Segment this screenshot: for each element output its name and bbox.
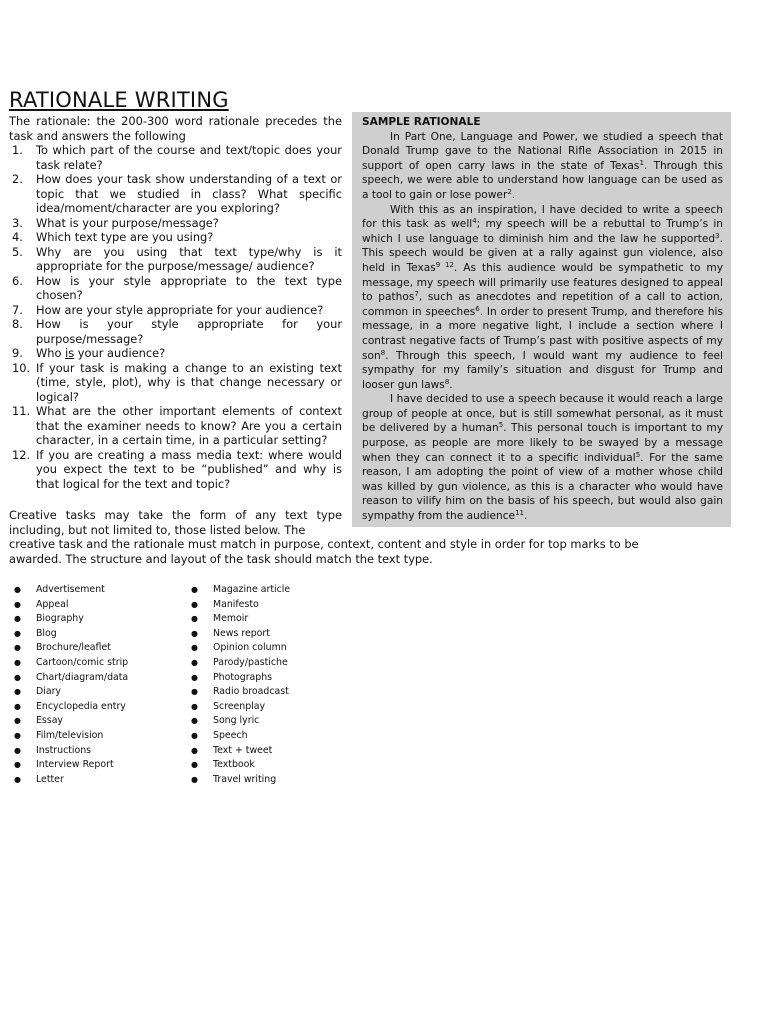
- text-type-item: ● Radio broadcast: [190, 685, 290, 700]
- question-number: 8.: [12, 317, 23, 331]
- question-text: What is your purpose/message?: [36, 215, 219, 230]
- question-item: [9, 303, 342, 318]
- text-type-item: ● Instructions: [13, 744, 128, 759]
- text-type-item: ● Diary: [13, 685, 128, 700]
- question-item: [9, 143, 342, 172]
- question-text: Which text type are you using?: [36, 230, 214, 244]
- text-type-item: ● Text + tweet: [190, 744, 290, 759]
- text-type-item: ● Film/television: [13, 729, 128, 744]
- text-type-item: ● Appeal: [13, 598, 128, 613]
- question-text: Why are you using that text type/why is it appropriate for the purpose/message/ audience?: [36, 244, 342, 273]
- text-type-item: ● Parody/pastiche: [190, 656, 290, 671]
- text-type-item: ● Cartoon/comic strip: [13, 656, 128, 671]
- text-types-column-2: [190, 583, 290, 787]
- text-type-item: ● Screenplay: [190, 700, 290, 715]
- text-type-item: ● Chart/diagram/data: [13, 671, 128, 686]
- question-number: 9.: [12, 346, 23, 360]
- text-type-item: ● Memoir: [190, 612, 290, 627]
- text-type-item: ● Song lyric: [190, 714, 290, 729]
- text-type-item: ● Advertisement: [13, 583, 128, 598]
- text-type-item: ● Speech: [190, 729, 290, 744]
- question-item: [9, 404, 342, 448]
- text-type-item: ● Opinion column: [190, 641, 290, 656]
- text-types-column-1: [13, 583, 128, 787]
- text-type-item: ● Essay: [13, 714, 128, 729]
- page-title: RATIONALE WRITING: [9, 88, 229, 112]
- question-text: What are the other important elements of context that the examiner needs to know? Are you a certain character, in a certain time, in a particular setting?: [36, 404, 342, 447]
- question-text: How is your style appropriate to the text type chosen?: [36, 273, 342, 302]
- question-number: 11.: [12, 404, 31, 418]
- text-type-item: ● Photographs: [190, 671, 290, 686]
- question-item: [9, 245, 342, 274]
- rationale-intro-text: : the 200-300 word rationale precedes the task and answers the following: [9, 114, 342, 143]
- question-item: [9, 230, 342, 245]
- question-number: 5.: [12, 244, 23, 259]
- creative-tasks-text-2: creative task and the rationale must match in purpose, context, content and style in order for top marks to be awarded. The structure and layout of the task should match the text type.: [9, 537, 639, 566]
- text-type-item: ● Blog: [13, 627, 128, 642]
- question-item: [9, 317, 342, 346]
- question-list: [9, 143, 342, 491]
- text-type-item: ● Textbook: [190, 758, 290, 773]
- text-type-item: ● Magazine article: [190, 583, 290, 598]
- sample-rationale-title: SAMPLE RATIONALE: [362, 116, 481, 128]
- question-text: To which part of the course and text/topic does your task relate?: [36, 143, 342, 172]
- instructions-column: [9, 114, 342, 491]
- sample-paragraph-3: I have decided to use a speech because it would reach a large group of people at once, but is still somewhat personal, as it must be delivered by a human$^5$. This personal touch is important to my purpose, as people are more likely to be swayed by a message when they can connect it to a specific individual$^5$. For the same reason, I am adopting the point of view of a mother whose child was killed by gun violence, as this is a character who would have reason to vilify him on the basis of his speech, but would also gain sympathy from the audience$^{11}$.: [362, 393, 724, 523]
- rationale-label: The rationale: [9, 114, 87, 128]
- question-text: If you are creating a mass media text: where would you expect the text to be “published” and why is that logical for the text and topic?: [36, 447, 342, 491]
- question-number: 6.: [12, 273, 23, 288]
- question-text: How are your style appropriate for your audience?: [36, 302, 324, 317]
- text-type-item: ● Travel writing: [190, 773, 290, 788]
- text-type-item: ● Brochure/leaflet: [13, 641, 128, 656]
- text-type-item: ● Encyclopedia entry: [13, 700, 128, 715]
- question-text: How does your task show understanding of a text or topic that we studied in class? What specific idea/moment/character are you exploring?: [36, 172, 342, 215]
- creative-tasks-paragraph: [9, 508, 689, 566]
- text-type-item: ● Interview Report: [13, 758, 128, 773]
- question-item: [9, 361, 342, 405]
- text-type-item: ● News report: [190, 627, 290, 642]
- question-item: [9, 448, 342, 492]
- sample-paragraph-1: In Part One, Language and Power, we studied a speech that Donald Trump gave to the National Rifle Association in 2015 in support of open carry laws in the state of Texas$^1$. Through this speech, we were able to understand how language can be used as a tool to gain or lose power$^2$.: [362, 130, 723, 201]
- question-number: 2.: [12, 172, 23, 186]
- question-item: [9, 216, 342, 231]
- question-text: If your task is making a change to an existing text (time, style, plot), why is that change necessary or logical?: [36, 360, 342, 404]
- text-type-item: ● Letter: [13, 773, 128, 788]
- text-type-item: ● Biography: [13, 612, 128, 627]
- question-item: [9, 274, 342, 303]
- question-number: 12.: [12, 447, 31, 462]
- creative-tasks-text-1: Creative tasks may take the form of any text type including, but not limited to, those listed below. The: [9, 508, 342, 537]
- text-type-item: ● Manifesto: [190, 598, 290, 613]
- question-number: 4.: [12, 230, 23, 244]
- question-number: 1.: [12, 143, 23, 157]
- question-number: 3.: [12, 215, 23, 230]
- rationale-intro: [9, 114, 342, 143]
- question-text: How is your style appropriate for your purpose/message?: [36, 317, 342, 346]
- question-number: 10.: [12, 360, 31, 375]
- question-number: 7.: [12, 302, 23, 317]
- sample-paragraph-2: With this as an inspiration, I have decided to write a speech for this task as well$^4$; my speech will be a rebuttal to Trump’s in which I use language to diminish him and the law he supported$^3$. This speech would be given at a rally against gun violence, also held in Texas$^{9 12}$. As this audience would be sympathetic to my message, my speech will primarily use features designed to appeal to pathos$^7$, such as anecdotes and repetition of a call to action, common in speeches$^6$. In order to present Trump, and therefore his message, in a more negative light, I include a section where I contrast negative facts of Trump’s past with positive aspects of my son$^8$. Through this speech, I would want my audience to feel sympathy for my family’s situation and disgust for Trump and looser gun laws$^8$.: [362, 203, 723, 391]
- question-item: [9, 172, 342, 216]
- sample-rationale-box: [352, 112, 731, 527]
- question-item: 9. Who is your audience?: [12, 346, 166, 360]
